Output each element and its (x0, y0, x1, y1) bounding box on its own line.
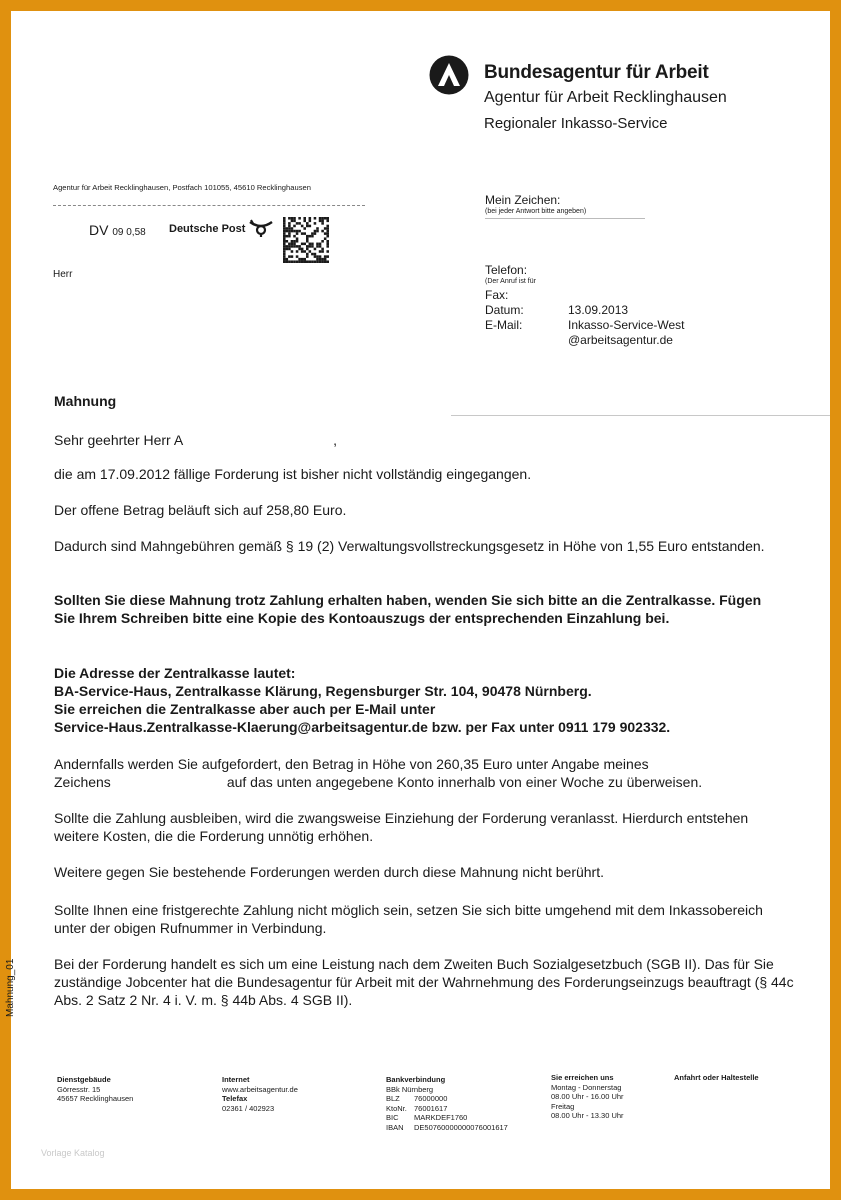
telefon-note: (Der Anruf ist für (485, 278, 536, 285)
paragraph-open-amount: Der offene Betrag beläuft sich auf 258,80 Euro. (54, 502, 347, 518)
paragraph-fees: Dadurch sind Mahngebühren gemäß § 19 (2) Verwaltungsvollstreckungsgesetz in Höhe von 1,55 Euro entstanden. (54, 538, 765, 554)
paragraph-other-claims: Weitere gegen Sie bestehende Forderungen werden durch diese Mahnung nicht berührt. (54, 864, 604, 880)
paragraph-payment-request (54, 755, 794, 791)
email-value-line2: @arbeitsagentur.de (568, 333, 673, 347)
recipient-salutation: Herr (53, 269, 73, 280)
payment-request-line1: Andernfalls werden Sie aufgefordert, den Betrag in Höhe von 260,35 Euro unter Angabe meines (54, 756, 649, 772)
sender-divider (53, 205, 365, 206)
footer-internet-heading: Internet (222, 1075, 250, 1084)
footer-blz-label: BLZ (386, 1094, 400, 1103)
reference-divider (485, 218, 645, 219)
side-form-label: Mahnung_01 (5, 958, 16, 1017)
zentralkasse-email-intro: Sie erreichen die Zentralkasse aber auch per E-Mail unter (54, 701, 436, 717)
footer-bank-name: BBk Nürnberg (386, 1084, 434, 1094)
org-department: Regionaler Inkasso-Service (484, 115, 668, 132)
footer-iban-label: IBAN (386, 1122, 404, 1132)
footer-hours (551, 1073, 624, 1121)
footer-hours-time2: 08.00 Uhr - 13.30 Uhr (551, 1111, 624, 1120)
salutation-line (54, 431, 794, 449)
footer-iban-row (386, 1123, 508, 1133)
footer-bank-heading: Bankverbindung (386, 1075, 446, 1084)
zentralkasse-heading: Die Adresse der Zentralkasse lautet: (54, 665, 296, 681)
footer-blz-row (386, 1094, 508, 1104)
postage-code (89, 222, 146, 238)
footer-bic-label: BIC (386, 1113, 399, 1122)
mein-zeichen-label: Mein Zeichen: (485, 193, 561, 207)
footer-telefax-value: 02361 / 402923 (222, 1103, 275, 1113)
footer-dienst-city: 45657 Recklinghausen (57, 1094, 134, 1103)
fax-label: Fax: (485, 288, 509, 302)
paragraph-contact: Sollte Ihnen eine fristgerechte Zahlung nicht möglich sein, setzen Sie sich bitte umgehend mit dem Inkassobereich unter der obigen Rufnummer in Verbindung. (54, 902, 763, 936)
footer-hours-days2: Freitag (551, 1101, 575, 1111)
footer-blz-value: 76000000 (414, 1094, 448, 1103)
footer-hours-days1: Montag - Donnerstag (551, 1082, 622, 1092)
ba-logo-icon (429, 55, 469, 95)
footer-kto-row (386, 1104, 508, 1114)
zentralkasse-contact: Service-Haus.Zentralkasse-Klaerung@arbeitsagentur.de bzw. per Fax unter 0911 179 902332. (54, 719, 671, 735)
footer-anfahrt-heading: Anfahrt oder Haltestelle (674, 1073, 759, 1082)
footer-bank (386, 1075, 508, 1132)
salutation: Sehr geehrter Herr A (54, 432, 184, 448)
footer-kto-value: 76001617 (414, 1103, 448, 1113)
email-label: E-Mail: (485, 318, 523, 332)
email-value-line1: Inkasso-Service-West (568, 318, 685, 332)
post-horn-icon (248, 218, 274, 238)
footer-iban-value: DE50760000000076001617 (414, 1122, 508, 1132)
org-subtitle: Agentur für Arbeit Recklinghausen (484, 89, 727, 106)
sender-line: Agentur für Arbeit Recklinghausen, Postfach 101055, 45610 Recklinghausen (53, 183, 311, 192)
zentralkasse-address-block (54, 664, 794, 736)
datum-label: Datum: (485, 303, 524, 317)
footer-bic-row (386, 1113, 508, 1123)
datum-value: 13.09.2013 (568, 303, 629, 317)
salutation-comma: , (333, 432, 338, 448)
paragraph-due-date: die am 17.09.2012 fällige Forderung ist bisher nicht vollständig eingegangen. (54, 466, 532, 482)
postage-brand: Deutsche Post (169, 223, 246, 235)
telefon-label: Telefon: (485, 263, 528, 277)
letter-subject: Mahnung (54, 393, 117, 409)
footer-dienst-heading: Dienstgebäude (57, 1075, 111, 1084)
footer-dienst-street: Görresstr. 15 (57, 1084, 101, 1094)
footer-dienstgebaeude (57, 1075, 133, 1104)
paragraph-enforcement: Sollte die Zahlung ausbleiben, wird die zwangsweise Einziehung der Forderung veranlasst. Hierdurch entstehen weitere Kosten, die die Forderung unnötig erhöhen. (54, 810, 749, 844)
footer-bic-value: MARKDEF1760 (414, 1113, 468, 1122)
footer-internet-url: www.arbeitsagentur.de (222, 1084, 298, 1094)
footer-hours-time1: 08.00 Uhr - 16.00 Uhr (551, 1092, 624, 1101)
payment-request-rest: auf das unten angegebene Konto innerhalb von einer Woche zu überweisen. (226, 774, 703, 790)
org-name: Bundesagentur für Arbeit (484, 62, 709, 83)
paragraph-payment-notice: Sollten Sie diese Mahnung trotz Zahlung erhalten haben, wenden Sie sich bitte an die Zentralkasse. Fügen Sie Ihrem Schreiben bitte eine Kopie des Kontoauszugs der entsprechenden Einzahlung bei. (54, 592, 762, 626)
zentralkasse-address: BA-Service-Haus, Zentralkasse Klärung, Regensburger Str. 104, 90478 Nürnberg. (54, 683, 592, 699)
paragraph-legal-basis: Bei der Forderung handelt es sich um eine Leistung nach dem Zweiten Buch Sozialgesetzbuch (SGB II). Das für Sie zuständige Jobcenter hat die Bundesagentur für Arbeit mit der Wahrnehmung des Forderungseinzugs beauftragt (§ 44c Abs. 2 Satz 2 Nr. 4 i. V. m. § 44b Abs. 4 SGB II). (54, 956, 794, 1008)
footer-internet (222, 1075, 298, 1113)
mein-zeichen-note: (bei jeder Antwort bitte angeben) (485, 208, 587, 215)
scan-artifact-line (451, 415, 830, 416)
watermark-text: Vorlage Katalog (41, 1148, 105, 1158)
footer-kto-label: KtoNr. (386, 1103, 407, 1113)
zeichens-label: Zeichens (54, 774, 111, 790)
postage-dv: DV (89, 222, 109, 238)
footer-hours-heading: Sie erreichen uns (551, 1073, 614, 1082)
payment-request-line2 (54, 773, 794, 791)
datamatrix-code-icon (283, 217, 329, 263)
footer-telefax-heading: Telefax (222, 1094, 248, 1103)
postage-amount: 09 0,58 (112, 227, 146, 238)
letter-page (5, 11, 830, 1189)
